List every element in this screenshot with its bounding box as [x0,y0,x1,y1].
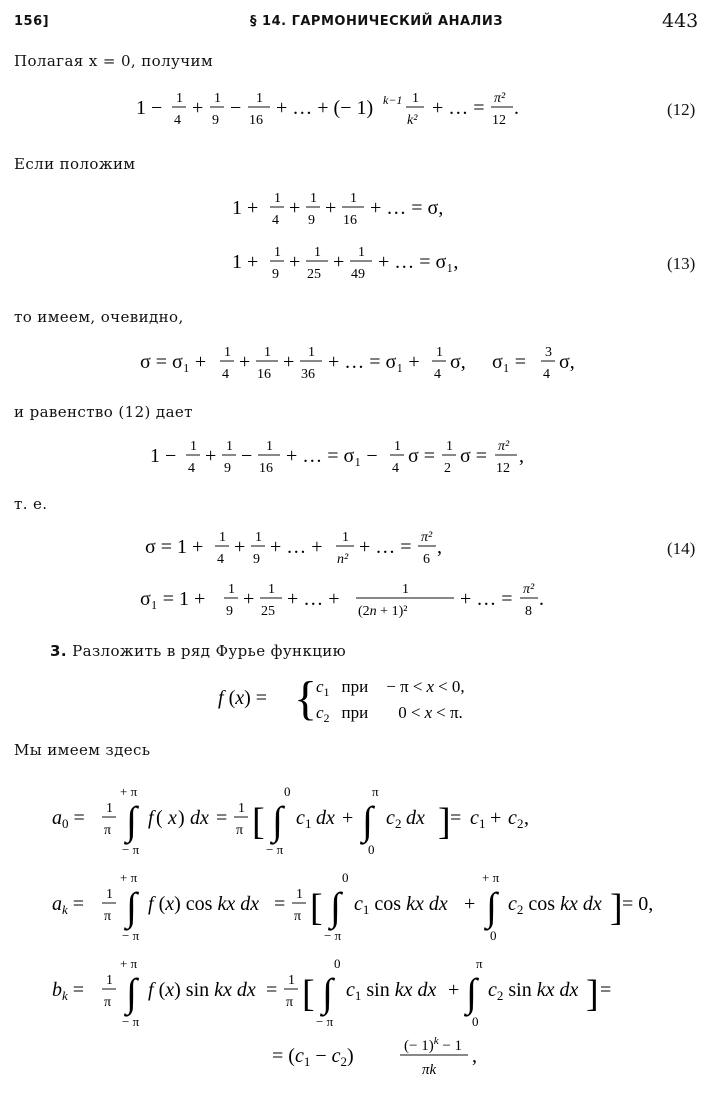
svg-text:+ … =: + … = [359,536,412,558]
equation-12 [136,84,596,134]
paragraph-equality-gives: и равенство (12) дает [14,403,193,421]
svg-text:+ π: + π [120,784,138,799]
svg-text:(2n + 1)²: (2n + 1)² [358,604,408,619]
paragraph-obviously: то имеем, очевидно, [14,308,184,326]
svg-text:σ₁ = 1 +: σ₁ = 1 + [140,588,206,610]
svg-text:+: + [205,445,217,467]
svg-text:,: , [437,536,442,558]
equation-13a-render [232,184,512,234]
svg-text:1: 1 [436,345,443,360]
svg-text:4: 4 [272,213,279,228]
svg-text:c2 cos kx dx: $c_2$ cos kx dx [508,893,602,917]
paragraph-we-have: Мы имеем здесь [14,741,151,759]
svg-text:+: + [490,807,502,829]
svg-text:1: 1 [402,582,409,597]
equation-bk-render [52,950,652,1030]
svg-text:1: 1 [106,973,113,988]
svg-text:k²: k² [407,113,418,128]
equation-fx-piecewise-render [218,670,518,728]
svg-text:.: . [514,97,519,119]
svg-text:+ … = σ₁,: + … = σ₁, [378,251,459,273]
svg-text:+ π: + π [120,870,138,885]
svg-text:σ₁ =: σ₁ = [492,351,527,373]
svg-text:16: 16 [249,113,263,128]
page-number: 443 [662,10,699,32]
svg-text:4: 4 [188,461,195,476]
svg-text:1: 1 [412,91,419,106]
equation-14b [140,575,590,627]
svg-text:1: 1 [224,345,231,360]
svg-text:6: 6 [423,552,430,567]
paragraph-setting-x [14,52,213,70]
svg-text:1: 1 [238,801,245,816]
svg-text:1: 1 [274,191,281,206]
svg-text:1 +: 1 + [232,197,259,219]
svg-text:c: c [386,807,395,829]
svg-text:dx: dx [316,807,335,829]
svg-text:,: , [524,807,529,829]
equation-number-12: (12) [667,100,696,119]
svg-text:c2 sin kx dx: $c_2$ sin kx dx [488,979,579,1003]
svg-text:1: 1 [214,91,221,106]
equation-bk-result [272,1030,512,1086]
equation-13a [232,184,512,234]
svg-text:]: ] [610,887,623,929]
svg-text:− π: − π [122,842,140,857]
svg-text:− π: − π [324,928,342,943]
svg-text:σ,: σ, [559,351,575,373]
svg-text:1: 1 [256,91,263,106]
svg-text:1: 1 [296,887,303,902]
equation-13b-render [232,238,512,288]
svg-text:π: π [372,784,379,799]
svg-text:1: 1 [266,439,273,454]
svg-text:dx: dx [190,807,209,829]
svg-text:π²: π² [421,530,433,545]
svg-text:2: 2 [395,816,402,831]
svg-text:+ … +: + … + [287,588,340,610]
equation-ak-render [52,864,672,944]
svg-text:1 −: 1 − [136,97,163,119]
svg-text:4: 4 [543,367,550,382]
svg-text:f (x) cos kx dx: f (x) cos kx dx [148,893,260,915]
svg-text:9: 9 [212,113,219,128]
svg-text:x: x [168,807,177,829]
svg-text:12: 12 [496,461,510,476]
svg-text:1: 1 [308,345,315,360]
svg-text:+ π: + π [120,956,138,971]
svg-text:12: 12 [492,113,506,128]
svg-text:25: 25 [261,604,275,619]
svg-text:1: 1 [176,91,183,106]
svg-text:2: 2 [444,461,451,476]
equation-14a-render [145,523,535,575]
svg-text:−: − [241,445,253,467]
svg-text:1 −: 1 − [150,445,177,467]
equation-a0 [52,778,572,858]
svg-text:0: 0 [342,870,349,885]
svg-text:1: 1 [350,191,357,206]
svg-text:∫: ∫ [466,970,477,1015]
svg-text:=: = [600,979,612,1001]
svg-text:∫: ∫ [322,970,333,1015]
equation-a0-render [52,778,572,858]
svg-text:0: 0 [284,784,291,799]
svg-text:σ = σ₁ +: σ = σ₁ + [140,351,207,373]
svg-text:− π: − π [316,1014,334,1029]
equation-14a [145,523,535,575]
equation-bk-result-render [272,1030,512,1086]
svg-text:3: 3 [545,345,552,360]
svg-text:π: π [104,823,112,838]
svg-text:∫: ∫ [126,884,137,929]
svg-text:−: − [230,97,242,119]
svg-text:4: 4 [222,367,229,382]
svg-text:1: 1 [268,582,275,597]
svg-text:9: 9 [224,461,231,476]
svg-text:]: ] [438,801,451,843]
svg-text:σ = 1 +: σ = 1 + [145,536,204,558]
svg-text:25: 25 [307,267,321,282]
svg-text:1: 1 [288,973,295,988]
svg-text:9: 9 [272,267,279,282]
svg-text:σ =: σ = [408,445,436,467]
svg-text:.: . [539,588,544,610]
equation-14b-render [140,575,590,627]
svg-text:c: c [470,807,479,829]
svg-text:1: 1 [219,530,226,545]
svg-text:∫: ∫ [486,884,497,929]
svg-text:π: π [286,995,294,1010]
svg-text:1: 1 [190,439,197,454]
equation-12-render [136,84,596,134]
svg-text:1: 1 [314,245,321,260]
paragraph-text: Полагая x = 0, получим [14,52,214,70]
svg-text:4: 4 [434,367,441,382]
svg-text:π: π [294,909,302,924]
svg-text:c1при− π <x< 0,: $c_1$ при − π < x < 0, [316,677,465,699]
running-title: § 14. ГАРМОНИЧЕСКИЙ АНАЛИЗ [250,14,503,29]
equation-number-13: (13) [667,254,696,273]
svg-text:∫: ∫ [272,798,283,843]
svg-text:9: 9 [308,213,315,228]
svg-text:1: 1 [106,801,113,816]
svg-text:σ =: σ = [460,445,488,467]
svg-text:+: + [243,588,255,610]
svg-text:2: 2 [517,816,524,831]
problem-3 [50,642,346,660]
svg-text:π²: π² [498,439,510,454]
svg-text:[: [ [310,887,323,929]
equation-12-result-render [150,432,590,482]
svg-text:1 +: 1 + [232,251,259,273]
svg-text:c1 cos kx dx: $c_1$ cos kx dx [354,893,448,917]
svg-text:[: [ [252,801,265,843]
svg-text:+: + [333,251,345,273]
svg-text:f (x) sin kx dx: f (x) sin kx dx [148,979,256,1001]
svg-text:=: = [266,979,278,1001]
svg-text:+: + [234,536,246,558]
svg-text:+: + [464,893,476,915]
svg-text:n²: n² [337,552,349,567]
svg-text:∫: ∫ [362,798,373,843]
svg-text:ak =: $a_k$ = [52,893,85,917]
svg-text:∫: ∫ [126,798,137,843]
svg-text:1: 1 [394,439,401,454]
svg-text:16: 16 [343,213,357,228]
svg-text:π: π [104,995,112,1010]
svg-text:1: 1 [255,530,262,545]
svg-text:c: c [296,807,305,829]
svg-text:1: 1 [106,887,113,902]
svg-text:4: 4 [174,113,181,128]
svg-text:,: , [472,1045,477,1067]
svg-text:+ … +: + … + [270,536,323,558]
svg-text:c: c [508,807,517,829]
equation-13b [232,238,512,288]
equation-number-14: (14) [667,539,696,558]
svg-text:9: 9 [226,604,233,619]
svg-text:π: π [104,909,112,924]
svg-text:f: f [148,807,154,829]
svg-text:,: , [519,445,524,467]
svg-text:=: = [450,807,462,829]
svg-text:c1 sin kx dx: $c_1$ sin kx dx [346,979,437,1003]
svg-text:0: 0 [368,842,375,857]
svg-text:+ π: + π [482,870,500,885]
svg-text:+: + [239,351,251,373]
equation-sigma-relation-render [140,338,610,388]
svg-text:− π: − π [122,1014,140,1029]
svg-text:16: 16 [259,461,273,476]
svg-text:+ … = σ,: + … = σ, [370,197,444,219]
svg-text:36: 36 [301,367,315,382]
svg-text:∫: ∫ [330,884,341,929]
svg-text:= (c1 − c2): = $(c_1 - c_2)$ [272,1045,354,1069]
svg-text:1: 1 [446,439,453,454]
svg-text:a0 =: $a_0$ = [52,807,85,831]
svg-text:π²: π² [494,91,506,106]
equation-fx-piecewise [218,670,518,728]
svg-text:+: + [289,197,301,219]
svg-text:(− 1)k − 1: (− 1)$^k$ − 1 [404,1035,463,1054]
svg-text:=: = [216,807,228,829]
svg-text:=: = [274,893,286,915]
svg-text:+ … + (− 1): + … + (− 1) [276,97,374,119]
svg-text:= 0,: = 0, [622,893,654,915]
svg-text:1: 1 [342,530,349,545]
svg-text:− π: − π [122,928,140,943]
svg-text:0: 0 [334,956,341,971]
svg-text:+: + [448,979,460,1001]
svg-text:π: π [236,823,244,838]
svg-text:4: 4 [217,552,224,567]
svg-text:+ … =: + … = [432,97,485,119]
svg-text:4: 4 [392,461,399,476]
svg-text:+: + [342,807,354,829]
svg-text:1: 1 [305,816,312,831]
svg-text:+: + [192,97,204,119]
svg-text:[: [ [302,973,315,1015]
svg-text:+: + [283,351,295,373]
svg-text:dx: dx [406,807,425,829]
equation-12-result [150,432,590,482]
svg-text:c2при0 <x< π.: $c_2$ при 0 < x < π. [316,703,463,725]
svg-text:π²: π² [523,582,535,597]
svg-text:∫: ∫ [126,970,137,1015]
equation-bk [52,950,652,1030]
problem-number: 3. [50,642,67,660]
equation-sigma-relation [140,338,610,388]
svg-text:+ … = σ₁ −: + … = σ₁ − [286,445,378,467]
svg-text:+: + [289,251,301,273]
svg-text:0: 0 [490,928,497,943]
svg-text:]: ] [586,973,599,1015]
paragraph-if-we-set: Если положим [14,155,136,173]
svg-text:bk =: $b_k$ = [52,979,85,1003]
svg-text:+: + [325,197,337,219]
section-number: 156] [14,14,50,29]
svg-text:πk: πk [422,1062,437,1078]
svg-text:49: 49 [351,267,365,282]
svg-text:1: 1 [228,582,235,597]
svg-text:(: ( [156,807,163,829]
svg-text:1: 1 [274,245,281,260]
svg-text:σ,: σ, [450,351,466,373]
svg-text:8: 8 [525,604,532,619]
paragraph-i-e: т. е. [14,495,48,513]
svg-text:1: 1 [226,439,233,454]
svg-text:0: 0 [472,1014,479,1029]
svg-text:+ … = σ₁ +: + … = σ₁ + [328,351,420,373]
svg-text:− π: − π [266,842,284,857]
svg-text:9: 9 [253,552,260,567]
svg-text:π: π [476,956,483,971]
svg-text:{: { [294,672,318,725]
svg-text:1: 1 [264,345,271,360]
svg-text:1: 1 [358,245,365,260]
equation-ak [52,864,672,944]
svg-text:k−1: k−1 [383,93,403,107]
svg-text:+ … =: + … = [460,588,513,610]
svg-text:1: 1 [479,816,486,831]
problem-text: Разложить в ряд Фурье функцию [72,642,347,660]
svg-text:f (x) =: f (x) = [218,687,268,709]
svg-text:1: 1 [310,191,317,206]
svg-text:): ) [178,807,185,829]
svg-text:16: 16 [257,367,271,382]
